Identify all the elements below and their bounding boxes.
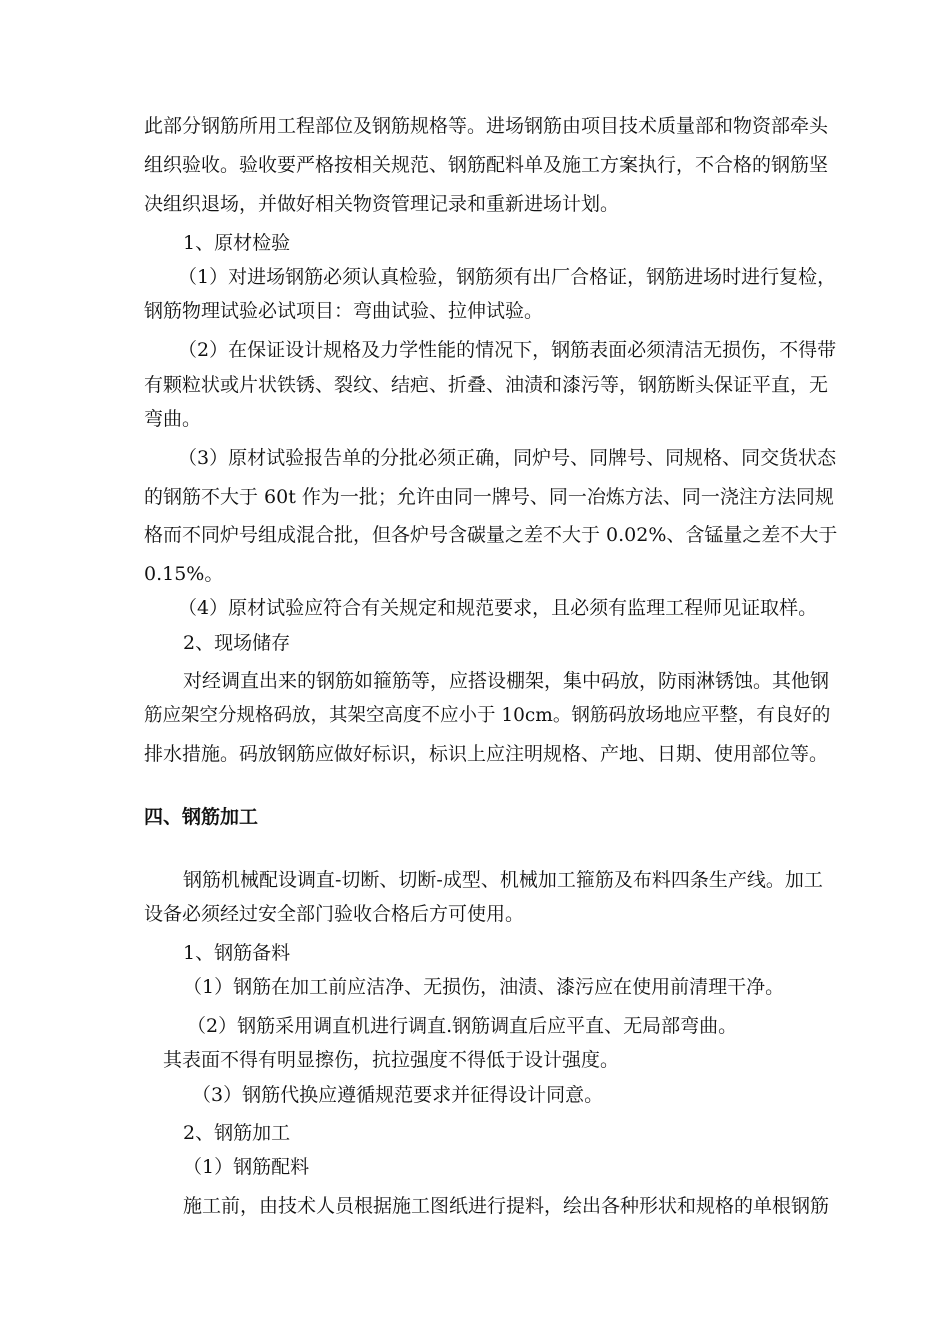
paragraph-line: 钢筋物理试验必试项目：弯曲试验、拉伸试验。 <box>144 300 544 322</box>
paragraph-line: 格而不同炉号组成混合批，但各炉号含碳量之差不大于 0.02%、含锰量之差不大于 <box>144 524 838 546</box>
paragraph-line: （2）在保证设计规格及力学性能的情况下，钢筋表面必须清洁无损伤，不得带 <box>178 339 837 361</box>
paragraph-line: 弯曲。 <box>144 408 202 430</box>
paragraph-line: 的钢筋不大于 60t 作为一批；允许由同一牌号、同一冶炼方法、同一浇注方法同规 <box>144 486 834 508</box>
paragraph-line: （4）原材试验应符合有关规定和规范要求，且必须有监理工程师见证取样。 <box>178 597 818 619</box>
paragraph-line: （2）钢筋采用调直机进行调直.钢筋调直后应平直、无局部弯曲。 <box>187 1015 738 1037</box>
section-heading: 2、现场储存 <box>183 632 291 654</box>
paragraph-line: （1）钢筋在加工前应洁净、无损伤，油渍、漆污应在使用前清理干净。 <box>183 976 785 998</box>
paragraph-line: 设备必须经过安全部门验收合格后方可使用。 <box>144 903 525 925</box>
paragraph-line: （3）原材试验报告单的分批必须正确，同炉号、同牌号、同规格、同交货状态 <box>178 447 837 469</box>
paragraph-line: 施工前，由技术人员根据施工图纸进行提料，绘出各种形状和规格的单根钢筋 <box>183 1195 830 1217</box>
section-heading: 2、钢筋加工 <box>183 1122 291 1144</box>
paragraph-line: 对经调直出来的钢筋如箍筋等，应搭设棚架，集中码放，防雨淋锈蚀。其他钢 <box>183 670 830 692</box>
paragraph-line: 筋应架空分规格码放，其架空高度不应小于 10cm。钢筋码放场地应平整，有良好的 <box>144 705 831 726</box>
paragraph-line: 此部分钢筋所用工程部位及钢筋规格等。进场钢筋由项目技术质量部和物资部牵头 <box>144 115 829 137</box>
section-heading: 1、原材检验 <box>183 232 291 254</box>
paragraph-line: 其表面不得有明显擦伤，抗拉强度不得低于设计强度。 <box>163 1049 620 1071</box>
paragraph-line: 排水措施。码放钢筋应做好标识，标识上应注明规格、产地、日期、使用部位等。 <box>144 743 829 765</box>
paragraph-line: 决组织退场，并做好相关物资管理记录和重新进场计划。 <box>144 193 620 215</box>
chapter-heading: 四、钢筋加工 <box>144 806 259 828</box>
paragraph-line: （3）钢筋代换应遵循规范要求并征得设计同意。 <box>192 1084 604 1106</box>
paragraph-line: 0.15%。 <box>144 563 224 585</box>
section-heading: 1、钢筋备料 <box>183 942 291 964</box>
paragraph-line: 钢筋机械配设调直-切断、切断-成型、机械加工箍筋及布料四条生产线。加工 <box>183 869 823 891</box>
paragraph-line: （1）对进场钢筋必须认真检验，钢筋须有出厂合格证，钢筋进场时进行复检， <box>178 266 837 288</box>
paragraph-line: 组织验收。验收要严格按相关规范、钢筋配料单及施工方案执行，不合格的钢筋坚 <box>144 154 829 176</box>
paragraph-line: 有颗粒状或片状铁锈、裂纹、结疤、折叠、油渍和漆污等，钢筋断头保证平直，无 <box>144 374 829 396</box>
sub-heading: （1）钢筋配料 <box>183 1156 310 1178</box>
